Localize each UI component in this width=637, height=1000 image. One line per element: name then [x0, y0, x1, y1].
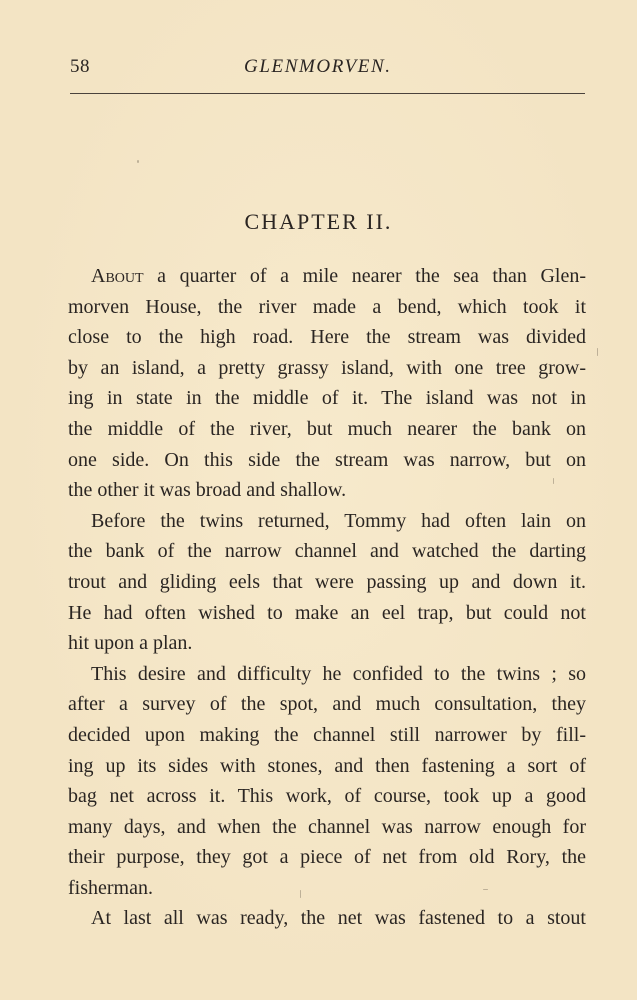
paragraph [68, 261, 586, 506]
drop-word: About [91, 265, 144, 287]
running-head [70, 56, 590, 82]
paragraph [68, 659, 586, 904]
header-rule [70, 93, 585, 94]
text-line: decided upon making the channel still narrower by fill- [68, 723, 586, 746]
text-line: their purpose, they got a piece of net from old Rory, the [68, 846, 586, 869]
text-line: the bank of the narrow channel and watched the darting [68, 540, 586, 563]
text-line: one side. On this side the stream was narrow, but on [68, 448, 586, 471]
chapter-body [68, 261, 586, 934]
text-line: He had often wished to make an eel trap, but could not [68, 601, 586, 624]
page-number: 58 [70, 56, 90, 77]
text-line: Before the twins returned, Tommy had often lain on [91, 509, 586, 532]
text-line: by an island, a pretty grassy island, with one tree grow- [68, 356, 586, 379]
paragraph [68, 903, 586, 934]
text-line: At last all was ready, the net was fastened to a stout [91, 907, 586, 930]
text-line: ing up its sides with stones, and then fastening a sort of [68, 754, 586, 777]
text-line: hit upon a plan. [68, 632, 193, 655]
text-line: ing in state in the middle of it. The island was not in [68, 387, 586, 410]
text-line: bag net across it. This work, of course, took up a good [68, 785, 586, 808]
text-line: many days, and when the channel was narrow enough for [68, 815, 586, 838]
text-line: morven House, the river made a bend, which took it [68, 295, 586, 318]
text-line: trout and gliding eels that were passing up and down it. [68, 570, 586, 593]
paper-speck [300, 890, 301, 898]
paper-speck [597, 348, 598, 356]
paragraph [68, 506, 586, 659]
text-line: after a survey of the spot, and much consultation, they [68, 693, 586, 716]
text-line: the middle of the river, but much nearer the bank on [68, 417, 586, 440]
text-line: the other it was broad and shallow. [68, 479, 347, 502]
paper-speck [483, 889, 488, 890]
chapter-heading: CHAPTER II. [244, 209, 393, 234]
text-line: This desire and difficulty he confided to the twins ; so [91, 662, 586, 685]
running-title: GLENMORVEN. [244, 56, 392, 77]
paper-speck [137, 160, 139, 163]
text-line: close to the high road. Here the stream was divided [68, 326, 586, 349]
text-line: About a quarter of a mile nearer the sea than Glen- [91, 265, 586, 287]
text-line: fisherman. [68, 876, 153, 899]
paper-speck [553, 478, 554, 484]
